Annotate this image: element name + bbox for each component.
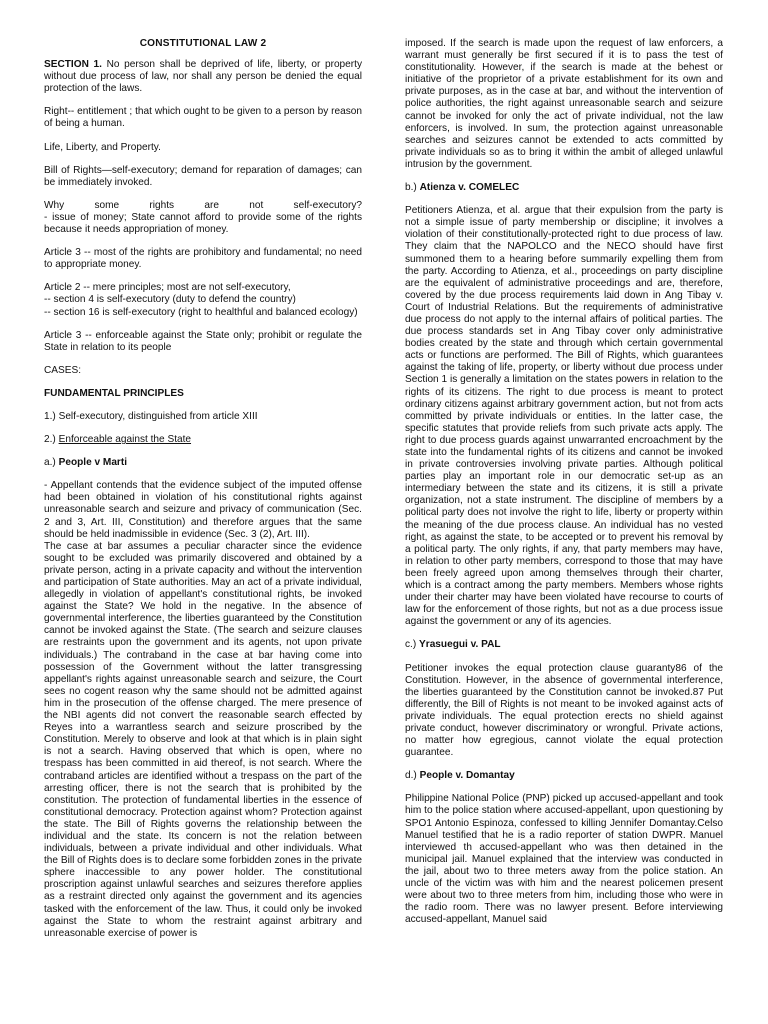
section-1-paragraph — [44, 59, 362, 95]
case-a-heading — [44, 457, 362, 469]
principle-item-2-text: Enforceable against the State — [58, 434, 192, 446]
document-title: CONSTITUTIONAL LAW 2 — [139, 38, 267, 49]
case-a-name: People v Marti — [58, 457, 128, 469]
case-d-heading — [405, 770, 723, 782]
article-2-line-3: -- section 16 is self-executory (right to healthful and balanced ecology) — [44, 306, 358, 318]
section-1-text: No person shall be deprived of life, liberty, or property without due process of law, nor shall any person be denied the equal protection of the laws. — [44, 59, 362, 95]
why-answer: - issue of money; State cannot afford to provide some of the rights because it needs appropriation of money. — [44, 211, 362, 236]
case-b-name: Atienza v. COMELEC — [419, 182, 520, 194]
case-d-prefix: d.) — [405, 770, 420, 782]
life-liberty-property: Life, Liberty, and Property. — [44, 141, 161, 153]
marti-paragraph-2: The case at bar assumes a peculiar character since the evidence sought to be excluded was primarily discovered and obtained by a private person, acting in a private capacity and without the intervention and participation of State authorities. May an act of a private individual, allegedly in violation of appellant's constitutional rights, be invoked against the State? We hold in the negative. In the absence of governmental interference, the liberties guaranteed by the Constitution cannot be invoked against the State. (The search and seizure clauses are restraints upon the government and its agents, not upon private individuals.) The contraband in the case at bar having come into possession of the Government without the latter transgressing appellant's rights against unreasonable search and seizure, the Court sees no cogent reason why the same should not be admitted against him in the prosecution of the offense charged. The mere presence of the NBI agents did not convert the reasonable search effected by Reyes into a warrantless search and seizure proscribed by the Constitution. Merely to observe and look at that which is in plain sight is not a search. Having observed that which is open, where no trespass has been committed in aid thereof, is not search. Where the contraband articles are identified without a trespass on the part of the arresting officer, there is not the search that is prohibited by the constitution. The protection of fundamental liberties in the essence of constitutional democracy. Protection against whom? Protection against the state. The Bill of Rights governs the relationship between the individual and the state. Its concern is not the relation between individuals, between a private individual and other individuals. What the Bill of Rights does is to declare some forbidden zones in the private sphere inaccessible to any power holder. The constitutional proscription against unlawful searches and seizures therefore applies as a restraint directed only against the government and its agencies tasked with the enforcement of the law. Thus, it could only be invoked against the State to whom the restraint against arbitrary and unreasonable exercise of power is — [44, 540, 362, 939]
right-definition: Right-- entitlement ; that which ought to be given to a person by reason of being a human. — [44, 106, 362, 130]
section-1-label: SECTION 1. — [44, 59, 102, 71]
yrasuegui-paragraph: Petitioner invokes the equal protection clause guaranty86 of the Constitution. However, in the absence of governmental interference, the liberties guaranteed by the Constitution cannot be invoked.87 Put differently, the Bill of Rights is not meant to be invoked against acts of private individuals. The equal protection erects no shield against private conduct, however discriminatory or wrongful. Private actions, no matter how egregious, cannot violate the equal protection guarantee. — [405, 662, 723, 759]
principle-item-2 — [44, 434, 362, 446]
why-not-self-executory — [44, 200, 362, 236]
principle-item-2-prefix: 2.) — [44, 434, 59, 446]
case-c-prefix: c.) — [405, 639, 420, 651]
marti-paragraph-1: - Appellant contends that the evidence subject of the imputed offense had been obtained in violation of his constitutional rights against unreasonable search and seizure and privacy of communication (Sec. 2 and 3, Art. III, Constitution) and therefore argues that the same should be held inadmissible in evidence (Sec. 3 (2), Art. III). — [44, 480, 362, 540]
cases-label: CASES: — [44, 364, 82, 376]
article-3-note-b: Article 3 -- enforceable against the State only; prohibit or regulate the State in relation to its people — [44, 329, 362, 353]
why-question: Why some rights are not self-executory? — [44, 199, 362, 211]
fundamental-principles-heading: FUNDAMENTAL PRINCIPLES — [44, 387, 184, 399]
principle-item-1: 1.) Self-executory, distinguished from article XIII — [44, 410, 258, 422]
right-column — [405, 38, 723, 937]
case-b-heading — [405, 182, 723, 194]
case-b-prefix: b.) — [405, 182, 420, 194]
article-3-note-a: Article 3 -- most of the rights are prohibitory and fundamental; no need to appropriate money. — [44, 247, 362, 271]
case-d-name: People v. Domantay — [419, 770, 515, 782]
atienza-paragraph: Petitioners Atienza, et al. argue that their expulsion from the party is not a simple issue of party membership or discipline; it involves a violation of their constitutionally-protected right to due process of law. They claim that the NAPOLCO and the NECO should have first summoned them to a hearing before summarily expelling them from the party. According to Atienza, et al., proceedings on party discipline are the equivalent of administrative proceedings and are, therefore, covered by the due process requirements laid down in Ang Tibay v. Court of Industrial Relations. But the requirements of administrative due process do not apply to the internal affairs of political parties. The due process standards set in Ang Tibay cover only administrative bodies created by the state and through which certain governmental acts or functions are performed. The Bill of Rights, which guarantees against the taking of life, property, or liberty without due process under Section 1 is generally a limitation on the states powers in relation to the rights of its citizens. The right to due process is meant to protect ordinary citizens against arbitrary government action, but not from acts committed by private individuals or entities. In the latter case, the specific statutes that provide reliefs from such private acts apply. The right to due process guards against unwarranted encroachment by the state into the fundamental rights of its citizens and cannot be invoked in private controversies involving private parties. Although political parties play an important role in our democratic set-up as an intermediary between the state and its citizens, it is still a private organization, not a state instrument. The discipline of members by a political party does not involve the right to life, liberty or property within the meaning of the due process clause. An individual has no vested right, as against the state, to be accepted or to prevent his removal by a political party. The only rights, if any, that party members may have, in relation to other party members, correspond to those that may have been freely agreed upon among themselves through their charter, which is a contract among the party members. Members whose rights under their charter may have been violated have recourse to courts of law for the enforcement of those rights, but not as a due process issue against the government or any of its agencies. — [405, 205, 723, 628]
article-2-note — [44, 282, 362, 318]
article-2-line-1: Article 2 -- mere principles; most are not self-executory, — [44, 282, 291, 294]
domantay-paragraph: Philippine National Police (PNP) picked up accused-appellant and took him to the police station where accused-appellant, upon questioning by SPO1 Antonio Espinoza, confessed to killing Jennifer Domantay.Celso Manuel testified that he is a radio reporter of station DWPR. Manuel interviewed th accused-appellant who was then detained in the municipal jail. Manuel explained that the interview was conducted in the jail, about two to three meters away from the police station. An uncle of the victim was with him and the nearest policemen present were about two to three meters from him, including those who were in the radio room. There was no lawyer present. Before interviewing accused-appellant, Manuel said — [405, 793, 723, 926]
marti-continuation: imposed. If the search is made upon the request of law enforcers, a warrant must generally be first secured if it is to pass the test of constitutionality. However, if the search is made at the behest or initiative of the proprietor of a private establishment for its own and private purposes, as in the case at bar, and without the intervention of police authorities, the right against unreasonable search and seizure cannot be invoked for only the act of private individual, not the law enforcers, is involved. In sum, the protection against unreasonable searches and seizures cannot be extended to acts committed by private individuals so as to bring it within the ambit of alleged unlawful intrusion by the government. — [405, 38, 723, 170]
case-c-name: Yrasuegui v. PAL — [419, 639, 501, 651]
bill-of-rights-note: Bill of Rights—self-executory; demand for reparation of damages; can be immediately invoked. — [44, 164, 362, 188]
left-column — [44, 38, 362, 951]
article-2-line-2: -- section 4 is self-executory (duty to defend the country) — [44, 294, 296, 306]
case-a-prefix: a.) — [44, 457, 59, 469]
case-c-heading — [405, 639, 723, 651]
